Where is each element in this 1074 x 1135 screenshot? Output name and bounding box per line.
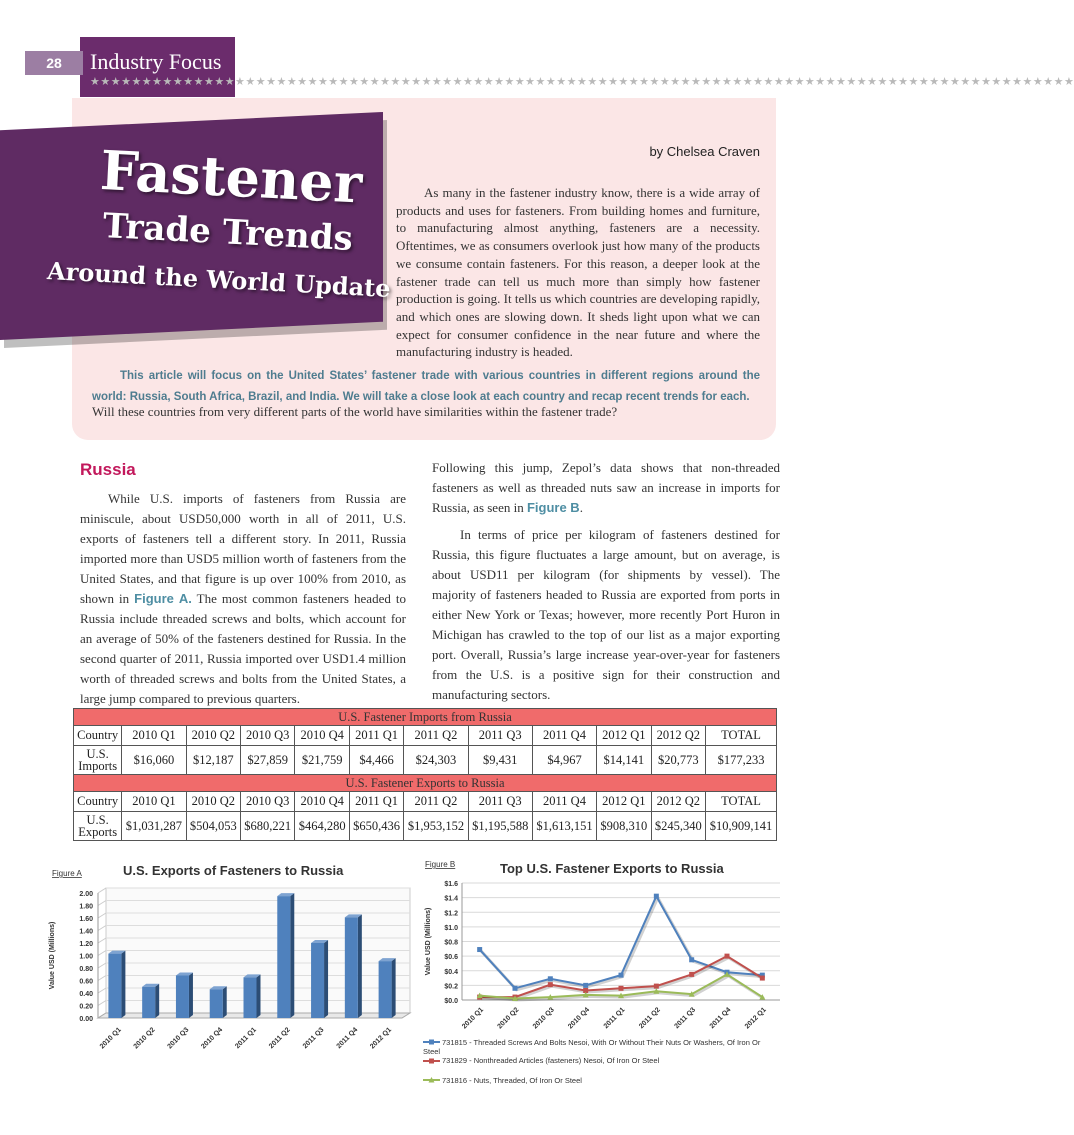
bar-side — [223, 986, 227, 1018]
imports-values-row — [74, 746, 777, 775]
exports-col-header: 2011 Q2 — [404, 792, 468, 812]
imports-col-header: 2010 Q2 — [186, 726, 240, 746]
x-tick-label: 2010 Q3 — [531, 1006, 556, 1031]
russia-paragraph-2: Following this jump, Zepol’s data shows that non-threaded fasteners as well as threaded nuts saw an increase in imports for Russia, as seen in Figure B. — [432, 460, 780, 515]
imports-col-header: 2010 Q3 — [240, 726, 294, 746]
x-tick-label: 2011 Q4 — [335, 1026, 360, 1051]
imports-value-cell: $27,859 — [240, 746, 294, 775]
legend-label: 731816 - Nuts, Threaded, Of Iron Or Steel — [442, 1076, 582, 1085]
article-title-line-1: Fastener — [98, 138, 364, 216]
figure-b-chart — [420, 855, 845, 1130]
data-point — [689, 957, 694, 962]
x-tick-label: 2010 Q1 — [461, 1006, 486, 1031]
y-tick-label: 1.20 — [79, 941, 93, 948]
data-point — [654, 894, 659, 899]
bar — [142, 987, 155, 1018]
imports-value-cell: $12,187 — [186, 746, 240, 775]
y-tick-label: 2.00 — [79, 891, 93, 898]
exports-column-headers — [74, 792, 777, 812]
y-tick-label: $0.4 — [444, 968, 458, 976]
bar-side — [121, 951, 125, 1018]
bar-side — [290, 893, 294, 1018]
imports-value-cell: $4,967 — [532, 746, 596, 775]
russia-heading: Russia — [80, 460, 136, 479]
gridline-depth — [98, 988, 106, 993]
bar-side — [358, 914, 362, 1018]
byline: by Chelsea Craven — [649, 144, 760, 159]
bar — [176, 976, 189, 1019]
data-point — [619, 986, 624, 991]
exports-value-cell: $908,310 — [597, 812, 651, 841]
gridline-depth — [98, 888, 106, 893]
imports-row-label: U.S. Imports — [74, 746, 122, 775]
x-tick-label: 2010 Q3 — [166, 1026, 191, 1051]
imports-value-cell: $4,466 — [349, 746, 403, 775]
y-tick-label: 1.80 — [79, 903, 93, 911]
x-tick-label: 2011 Q4 — [708, 1006, 733, 1031]
imports-col-header: 2011 Q4 — [532, 726, 596, 746]
x-tick-label: 2010 Q1 — [98, 1026, 123, 1051]
exports-col-header: 2010 Q1 — [122, 792, 186, 812]
gridline-depth — [98, 976, 106, 981]
russia-paragraph-1: While U.S. imports of fasteners from Russia are miniscule, about USD50,000 worth in all of 2011, U.S. exports of fasteners tell a different story. In 2011, Russia imported more than USD5 million worth of fasteners from the United States, and that figure is up over 100% from 2010, as shown in Figure A. The most common fasteners headed to Russia include threaded screws and bolts, which account for an average of 50% of the fasteners destined for Russia. In the second quarter of 2011, Russia imported over USD1.4 million worth of threaded screws and bolts from the United States, a large jump compared to previous quarters. — [80, 491, 407, 706]
imports-value-cell: $20,773 — [651, 746, 705, 775]
chart-title: Top U.S. Fastener Exports to Russia — [500, 861, 724, 876]
data-point — [619, 973, 624, 978]
exports-col-header: 2010 Q4 — [295, 792, 349, 812]
figure-label: Figure A — [52, 869, 82, 878]
exports-value-cell: $464,280 — [295, 812, 349, 841]
x-tick-label: 2012 Q1 — [743, 1006, 768, 1031]
exports-col-header: 2011 Q3 — [468, 792, 532, 812]
y-tick-label: $1.2 — [444, 910, 458, 918]
imports-column-headers — [74, 726, 777, 746]
exports-col-header: TOTAL — [706, 792, 777, 812]
exports-col-header: 2010 Q2 — [186, 792, 240, 812]
bar-side — [257, 974, 261, 1018]
section-title: Industry Focus — [90, 49, 222, 74]
figure-a-reference: Figure A. — [134, 591, 192, 606]
legend-marker — [429, 1040, 434, 1045]
imports-col-header: 2011 Q1 — [349, 726, 403, 746]
y-tick-label: $0.6 — [444, 954, 458, 962]
bar-side — [189, 973, 193, 1019]
y-tick-label: 1.00 — [79, 953, 93, 961]
figure-a-chart — [30, 855, 420, 1120]
x-tick-label: 2010 Q2 — [496, 1006, 521, 1031]
imports-value-cell: $24,303 — [404, 746, 468, 775]
exports-table-title: U.S. Fastener Exports to Russia — [74, 775, 777, 792]
bar-side — [324, 940, 328, 1018]
exports-value-cell: $1,031,287 — [122, 812, 186, 841]
exports-value-cell: $1,613,151 — [532, 812, 596, 841]
y-tick-label: $0.8 — [444, 939, 458, 947]
gridline-depth — [98, 901, 106, 906]
y-tick-label: $1.4 — [444, 895, 458, 903]
bar-side — [155, 984, 159, 1018]
legend-label-line: 731815 - Threaded Screws And Bolts Nesoi, With Or Without Their Nuts Or Washers, Of Iron Or — [442, 1038, 761, 1047]
x-tick-label: 2011 Q2 — [638, 1006, 662, 1031]
y-tick-label: $1.0 — [444, 924, 458, 932]
chart-title: U.S. Exports of Fasteners to Russia — [123, 863, 344, 878]
imports-value-cell: $9,431 — [468, 746, 532, 775]
gridline-depth — [98, 926, 106, 931]
imports-col-header: 2012 Q1 — [597, 726, 651, 746]
data-point — [689, 972, 694, 977]
exports-value-cell: $1,195,588 — [468, 812, 532, 841]
data-point — [548, 982, 553, 987]
russia-paragraph-3: In terms of price per kilogram of fasteners destined for Russia, this figure fluctuates a large amount, but on average, is about USD11 per kilogram (for shipments by vessel). The majority of fasteners headed to Russia are exported from ports in either New York or Texas; however, more recently Port Huron in Michigan has crawled to the top of our list as a major exporting port. Overall, Russia’s large increase year-over-year for fasteners from the U.S. is a positive sign for their construction and manufacturing sectors. — [432, 527, 780, 702]
intro-paragraph: As many in the fastener industry know, there is a wide array of products and uses for fasteners. From building homes and furniture, to manufacturing almost anything, fasteners are a necessity. Oftentimes, we as consumers overlook just how many of the products we consume contain fasteners. For this reason, a deeper look at the fastener trade can tell us much more than simply how fastener production is going. It tells us which countries are developing rapidly, and which ones are slowing down. It sheds light upon what we can expect for consumer confidence in the near future and where the manufacturing industry is headed. — [396, 185, 760, 360]
bar-side — [392, 958, 396, 1018]
data-point — [583, 983, 588, 988]
legend-label — [423, 1038, 761, 1056]
article-title-line-3: Around the World Update — [46, 256, 392, 303]
data-point — [548, 976, 553, 981]
bar — [244, 977, 257, 1018]
bar — [277, 896, 290, 1018]
x-tick-label: 2011 Q1 — [234, 1026, 258, 1051]
y-tick-label: 0.80 — [79, 966, 93, 973]
imports-value-cell: $21,759 — [295, 746, 349, 775]
y-tick-label: 1.40 — [79, 928, 93, 936]
imports-table-title: U.S. Fastener Imports from Russia — [74, 709, 777, 726]
imports-col-header: TOTAL — [706, 726, 777, 746]
data-point — [654, 984, 659, 989]
exports-value-cell: $650,436 — [349, 812, 403, 841]
x-tick-label: 2012 Q1 — [369, 1026, 394, 1051]
y-tick-label: 0.00 — [79, 1016, 93, 1023]
imports-value-cell: $16,060 — [122, 746, 186, 775]
exports-col-header: 2010 Q3 — [240, 792, 294, 812]
figure-b-reference: Figure B — [526, 500, 580, 515]
exports-row-label: U.S. Exports — [74, 812, 122, 841]
imports-col-header: 2011 Q3 — [468, 726, 532, 746]
imports-col-header: Country — [74, 726, 122, 746]
y-tick-label: 0.20 — [79, 1003, 93, 1011]
gridline-depth — [98, 938, 106, 943]
imports-col-header: 2010 Q4 — [295, 726, 349, 746]
imports-col-header: 2012 Q2 — [651, 726, 705, 746]
bar — [210, 989, 223, 1018]
y-tick-label: 1.60 — [79, 916, 93, 923]
exports-value-cell: $680,221 — [240, 812, 294, 841]
x-tick-label: 2011 Q1 — [602, 1006, 627, 1031]
bar — [379, 961, 392, 1018]
y-tick-label: $1.6 — [444, 881, 458, 888]
exports-value-cell: $10,909,141 — [706, 812, 777, 841]
imports-value-cell: $14,141 — [597, 746, 651, 775]
x-tick-label: 2011 Q3 — [673, 1006, 698, 1031]
gridline-depth — [98, 951, 106, 956]
summary-question: Will these countries from very different parts of the world have similarities within the fastener trade? — [92, 404, 618, 419]
star-divider: ★★★★★★★★★★★★★★★★★★★★★★★★★★★★★★★★★★★★★★★★★★★★★★★★★★★★★★★★★★★★★★★★★★★★★★★★★★★★★★★★★★★★★★★★★★★★★★★ — [90, 75, 1074, 88]
exports-col-header: 2012 Q1 — [597, 792, 651, 812]
data-point — [725, 954, 730, 959]
legend-label-line: Steel — [423, 1047, 441, 1056]
gridline-depth — [98, 1001, 106, 1006]
y-tick-label: $0.0 — [444, 998, 458, 1005]
legend-marker — [429, 1059, 434, 1064]
x-tick-label: 2010 Q4 — [200, 1026, 225, 1051]
exports-col-header: 2011 Q1 — [349, 792, 403, 812]
y-tick-label: $0.2 — [444, 983, 458, 991]
exports-col-header: 2011 Q4 — [532, 792, 596, 812]
exports-value-cell: $1,953,152 — [404, 812, 468, 841]
exports-value-cell: $504,053 — [186, 812, 240, 841]
page-number: 28 — [46, 55, 62, 71]
y-axis-label: Value USD (Millions) — [49, 921, 56, 990]
trade-table — [73, 708, 777, 841]
gridline-depth — [98, 963, 106, 968]
bar — [311, 943, 324, 1018]
y-axis-label: Value USD (Millions) — [425, 907, 432, 976]
imports-col-header: 2011 Q2 — [404, 726, 468, 746]
bar — [108, 954, 121, 1018]
imports-col-header: 2010 Q1 — [122, 726, 186, 746]
bar — [345, 917, 358, 1018]
x-tick-label: 2011 Q2 — [268, 1026, 292, 1051]
data-point — [477, 947, 482, 952]
data-point — [760, 976, 765, 981]
exports-col-header: 2012 Q2 — [651, 792, 705, 812]
x-tick-label: 2010 Q4 — [567, 1006, 592, 1031]
exports-col-header: Country — [74, 792, 122, 812]
x-tick-label: 2011 Q3 — [301, 1026, 326, 1051]
y-tick-label: 0.60 — [79, 978, 93, 986]
legend-label: 731829 - Nonthreaded Articles (fasteners) Nesoi, Of Iron Or Steel — [442, 1056, 660, 1065]
figure-label: Figure B — [425, 860, 456, 869]
data-point — [513, 986, 518, 991]
article-title-line-2: Trade Trends — [101, 206, 354, 260]
summary-paragraph: This article will focus on the United States’ fastener trade with various countries in different regions around the world: Russia, South Africa, Brazil, and India. We will take a close look at each country and recap recent trends for each. — [92, 370, 760, 403]
exports-values-row — [74, 812, 777, 841]
imports-value-cell: $177,233 — [706, 746, 777, 775]
x-tick-label: 2010 Q2 — [132, 1026, 157, 1051]
y-tick-label: 0.40 — [79, 991, 93, 998]
exports-value-cell: $245,340 — [651, 812, 705, 841]
gridline-depth — [98, 913, 106, 918]
